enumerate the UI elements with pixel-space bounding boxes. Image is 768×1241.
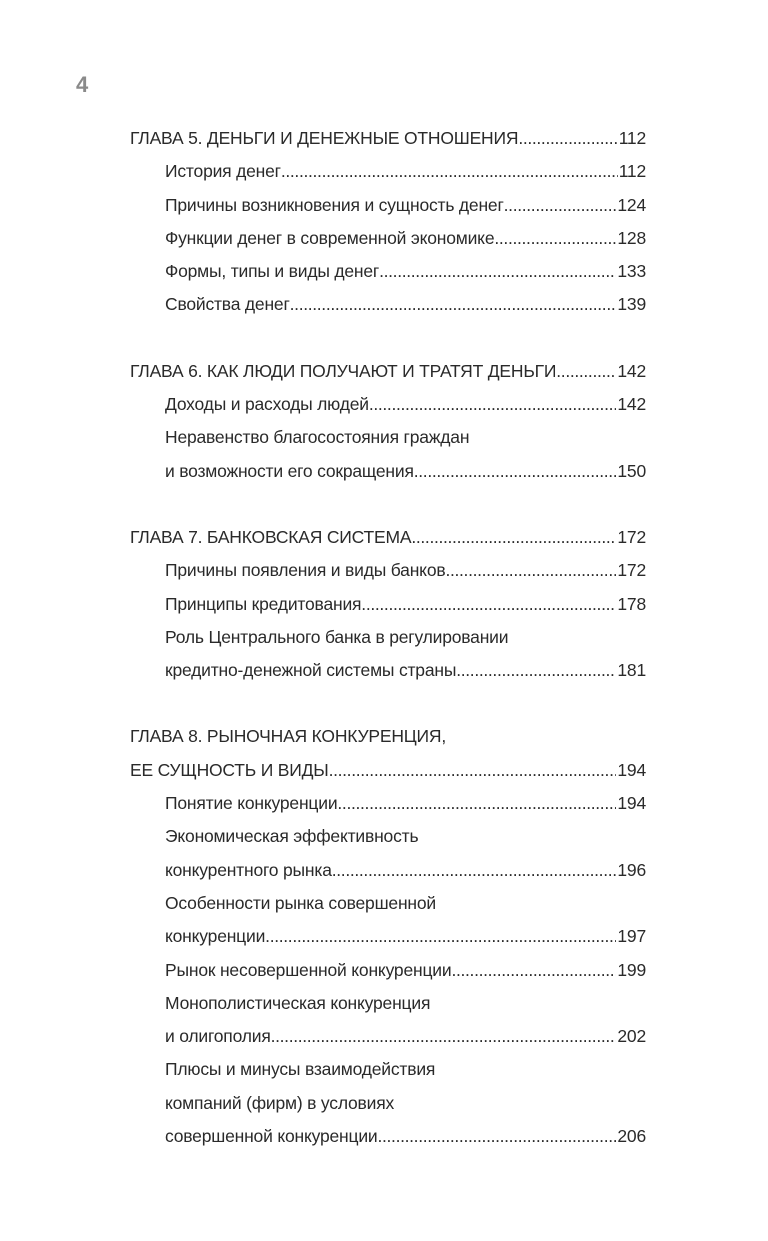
page-ref[interactable]: 128 [617, 227, 646, 248]
entry-title: и возможности его сокращения [165, 460, 414, 481]
entry-title: ЕЕ СУЩНОСТЬ И ВИДЫ [130, 759, 329, 780]
dot-leader [377, 1120, 616, 1153]
entry-title: Доходы и расходы людей [165, 394, 369, 415]
page-ref[interactable]: 150 [617, 460, 646, 481]
entry-title: и олигополия [165, 1026, 271, 1047]
page-ref[interactable]: 139 [617, 294, 646, 315]
entry-title: Рынок несовершенной конкуренции [165, 959, 452, 980]
dot-leader [504, 189, 617, 222]
entry-title: Неравенство благосостояния граждан [165, 427, 470, 448]
entry-title: Плюсы и минусы взаимодействия [165, 1059, 436, 1080]
toc-line [165, 421, 646, 454]
toc-section[interactable] [130, 887, 646, 954]
entry-title: Экономическая эффективность [165, 826, 419, 847]
toc-section[interactable] [130, 554, 646, 587]
entry-title: конкурентного рынка [165, 859, 332, 880]
toc-section[interactable] [130, 421, 646, 488]
dot-leader [271, 1020, 617, 1053]
toc-line [130, 355, 646, 388]
dot-leader [329, 754, 617, 787]
toc-chapter-heading[interactable] [130, 521, 646, 554]
dot-leader [361, 588, 616, 621]
toc-chapter [130, 521, 646, 687]
entry-title: Причины появления и виды банков [165, 560, 446, 581]
toc-line [165, 787, 646, 820]
toc-line [165, 1020, 646, 1053]
page-ref[interactable]: 202 [617, 1026, 646, 1047]
toc-chapter [130, 122, 646, 322]
table-of-contents [130, 122, 646, 1186]
dot-leader [411, 521, 616, 554]
toc-line [165, 255, 646, 288]
entry-title: ГЛАВА 8. РЫНОЧНАЯ КОНКУРЕНЦИЯ, [130, 726, 446, 747]
entry-title: ГЛАВА 5. ДЕНЬГИ И ДЕНЕЖНЫЕ ОТНОШЕНИЯ [130, 128, 519, 148]
toc-section[interactable] [130, 1053, 646, 1153]
page-ref[interactable]: 172 [617, 526, 646, 547]
dot-leader [414, 455, 617, 488]
page-ref[interactable]: 112 [618, 161, 646, 182]
toc-line [165, 621, 646, 654]
page-ref[interactable]: 178 [617, 593, 646, 614]
dot-leader [337, 787, 616, 820]
page-ref[interactable]: 196 [617, 859, 646, 880]
dot-leader [265, 920, 616, 953]
dot-leader [518, 122, 617, 155]
toc-line [165, 1120, 646, 1153]
toc-section[interactable] [130, 787, 646, 820]
toc-section[interactable] [130, 255, 646, 288]
toc-line [165, 654, 646, 687]
entry-title: Принципы кредитования [165, 593, 362, 614]
toc-line [130, 754, 646, 787]
entry-title: Свойства денег [165, 294, 290, 315]
page-number: 4 [76, 72, 89, 97]
dot-leader [445, 554, 616, 587]
page-ref[interactable]: 124 [617, 194, 646, 215]
page-ref[interactable]: 181 [617, 660, 646, 681]
toc-line [165, 155, 646, 188]
page-ref[interactable]: 197 [617, 926, 646, 947]
dot-leader [494, 222, 616, 255]
page-ref[interactable]: 142 [617, 394, 646, 415]
toc-line [165, 887, 646, 920]
toc-line [165, 588, 646, 621]
entry-title: Особенности рынка совершенной [165, 892, 436, 913]
page-ref[interactable]: 133 [617, 261, 646, 282]
toc-chapter [130, 355, 646, 488]
entry-title: компаний (фирм) в условиях [165, 1092, 395, 1113]
toc-line [130, 720, 646, 753]
toc-line [165, 455, 646, 488]
toc-section[interactable] [130, 588, 646, 621]
toc-section[interactable] [130, 189, 646, 222]
toc-line [165, 1087, 646, 1120]
toc-chapter-heading[interactable] [130, 122, 646, 155]
dot-leader [556, 355, 616, 388]
entry-title: Причины возникновения и сущность денег [165, 194, 504, 215]
page-ref[interactable]: 206 [617, 1126, 646, 1147]
toc-line [165, 954, 646, 987]
page-ref[interactable]: 142 [617, 360, 646, 381]
toc-section[interactable] [130, 820, 646, 887]
entry-title: конкуренции [165, 926, 266, 947]
toc-line [165, 920, 646, 953]
entry-title: Монополистическая конкуренция [165, 992, 431, 1013]
dot-leader [456, 654, 616, 687]
toc-line [165, 987, 646, 1020]
page-ref[interactable]: 112 [618, 128, 646, 148]
toc-line [165, 554, 646, 587]
toc-line [130, 521, 646, 554]
toc-section[interactable] [130, 155, 646, 188]
dot-leader [332, 854, 617, 887]
dot-leader [281, 155, 618, 188]
toc-line [165, 222, 646, 255]
page-ref[interactable]: 194 [617, 759, 646, 780]
toc-section[interactable] [130, 621, 646, 688]
toc-line [165, 388, 646, 421]
toc-line [130, 122, 646, 155]
entry-title: Роль Центрального банка в регулировании [165, 626, 509, 647]
entry-title: Функции денег в современной экономике [165, 227, 495, 248]
entry-title: ГЛАВА 6. КАК ЛЮДИ ПОЛУЧАЮТ И ТРАТЯТ ДЕНЬГИ [130, 360, 557, 381]
dot-leader [379, 255, 616, 288]
dot-leader [290, 288, 617, 321]
toc-line [165, 189, 646, 222]
dot-leader [369, 388, 617, 421]
entry-title: ГЛАВА 7. БАНКОВСКАЯ СИСТЕМА [130, 526, 412, 547]
toc-line [165, 288, 646, 321]
entry-title: Формы, типы и виды денег [165, 261, 380, 282]
dot-leader [451, 954, 616, 987]
entry-title: совершенной конкуренции [165, 1126, 378, 1147]
toc-line [165, 1053, 646, 1086]
toc-chapter-heading[interactable] [130, 720, 646, 787]
toc-chapter-heading[interactable] [130, 355, 646, 388]
toc-section[interactable] [130, 954, 646, 987]
entry-title: кредитно-денежной системы страны [165, 660, 457, 681]
toc-chapter [130, 720, 646, 1153]
page-ref[interactable]: 199 [617, 959, 646, 980]
toc-line [165, 820, 646, 853]
toc-section[interactable] [130, 388, 646, 421]
toc-section[interactable] [130, 987, 646, 1054]
toc-section[interactable] [130, 288, 646, 321]
page-ref[interactable]: 172 [617, 560, 646, 581]
entry-title: История денег [165, 161, 281, 182]
entry-title: Понятие конкуренции [165, 793, 338, 814]
toc-section[interactable] [130, 222, 646, 255]
page-ref[interactable]: 194 [617, 793, 646, 814]
toc-line [165, 854, 646, 887]
